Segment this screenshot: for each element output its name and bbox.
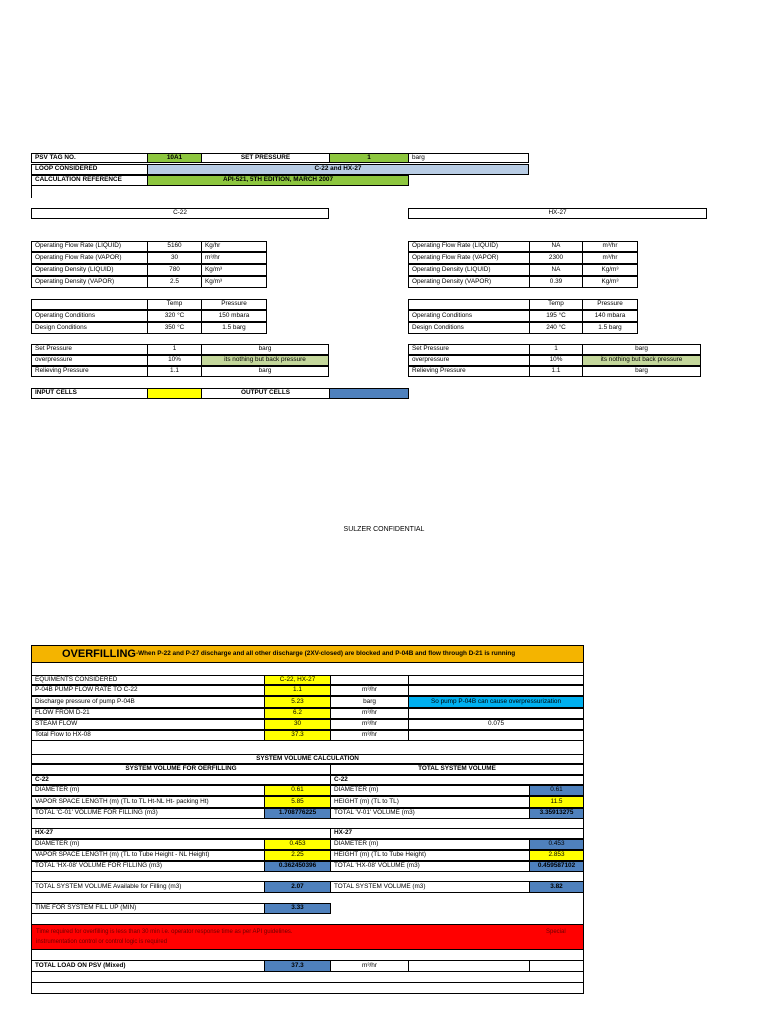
hx27-left-label: TOTAL 'HX-08' VOLUME FOR FILLING (m3) [31,861,265,872]
input-cells-swatch [147,388,202,399]
hx27-press-note: barg [582,366,701,377]
of-row-value: 37.3 [264,730,331,741]
total-load-value: 37.3 [264,960,331,972]
c22-flow-value: 30 [147,252,202,264]
of-row-unit [330,675,409,685]
fill-time-label: TIME FOR SYSTEM FILL UP (MIN) [31,903,265,914]
hx27-flow-label: Operating Flow Rate (LIQUID) [408,241,530,252]
c22-right-value: 11.5 [529,796,584,808]
c22-right-value: 3.35913275 [529,808,584,819]
hx27-cond-label: Design Conditions [408,322,530,334]
of-row-label: Total Flow to HX-08 [31,730,265,741]
hx27-flow-value: NA [529,264,583,276]
of-row-extra [408,708,584,719]
hx27-flow-value: NA [529,241,583,252]
hx27-title: HX-27 [408,208,707,219]
loop-label: LOOP CONSIDERED [31,164,148,175]
of-row-label: EQUIMENTS CONSIDERED [31,675,265,685]
hx27-press-value: 1.1 [529,366,583,377]
overfilling-subtitle: -When P-22 and P-27 discharge and all other discharge (2XV-closed) are blocked and P-04B and flow through D-21 is running [135,649,516,657]
hx27-press-label: Set Pressure [408,344,530,355]
of-row-label: STEAM FLOW [31,719,265,730]
of-row-extra: So pump P-04B can cause overpressurization [408,696,584,708]
gridline [31,186,32,198]
right-volume-title: TOTAL SYSTEM VOLUME [330,764,584,775]
hx27-left-label: DIAMETER (m) [31,839,265,850]
output-cells-label: OUTPUT CELLS [201,388,330,399]
overfilling-title-bar [31,645,584,663]
hx27-cond-label: Operating Conditions [408,310,530,322]
c22-cond-pressure: 1.5 barg [201,322,267,334]
hx27-press-label: overpressure [408,355,530,366]
of-row-value: 5.23 [264,696,331,708]
hx27-flow-unit: m³/hr [582,241,638,252]
c22-section-label-right: C-22 [330,775,584,785]
c22-press-note: its nothing but back pressure [201,355,329,366]
c22-right-value: 0.61 [529,785,584,796]
c22-press-value: 1.1 [147,366,202,377]
c22-cond-pressure: 150 mbara [201,310,267,322]
of-row-label: P-04B PUMP FLOW RATE TO C-22 [31,685,265,696]
set-pressure-unit: barg [408,153,529,163]
hx27-press-label: Relieving Pressure [408,366,530,377]
hx27-flow-unit: m³/hr [582,252,638,264]
warning-line2: instrumentation control or control logic is required [36,939,168,945]
c22-cond-temp: 320 °C [147,310,202,322]
hx27-flow-label: Operating Density (VAPOR) [408,276,530,288]
c22-flow-label: Operating Flow Rate (LIQUID) [31,241,148,252]
hx27-right-label: DIAMETER (m) [330,839,530,850]
c22-cond-label: Design Conditions [31,322,148,334]
warning-special: Special [546,929,566,935]
hx27-flow-unit: Kg/m³ [582,276,638,288]
hx27-right-value: 0.459587102 [529,861,584,872]
warning-line1: Time required for overfilling is less than 30 min i.e. operator response time as per API guidelines. [36,929,293,935]
psv-tag-label: PSV TAG NO. [31,153,148,163]
c22-flow-value: 2.5 [147,276,202,288]
c22-cond-blank [31,299,148,310]
hx27-flow-value: 2300 [529,252,583,264]
of-row-unit: barg [330,696,409,708]
c22-press-value: 10% [147,355,202,366]
c22-right-label: TOTAL 'V-01' VOLUME (m3) [330,808,530,819]
of-row-extra [408,730,584,741]
hx27-right-label: TOTAL 'HX-08' VOLUME (m3) [330,861,530,872]
hx27-cond-pressure: 140 mbara [582,310,638,322]
of-row-unit: m³/hr [330,730,409,741]
set-pressure-value: 1 [329,153,409,163]
output-cells-swatch [329,388,409,399]
c22-press-note: barg [201,344,329,355]
c22-right-label: DIAMETER (m) [330,785,530,796]
hx27-cond-pressure: 1.5 barg [582,322,638,334]
hx27-press-value: 1 [529,344,583,355]
c22-left-value: 1.708776225 [264,808,331,819]
overfilling-title: OVERFILLING [62,647,136,660]
c22-press-label: Set Pressure [31,344,148,355]
total-filling-value: 2.07 [264,881,331,893]
hx27-press-note: barg [582,344,701,355]
psv-tag-value: 10A1 [147,153,202,163]
hx27-left-value: 0.453 [264,839,331,850]
c22-flow-label: Operating Density (LIQUID) [31,264,148,276]
c22-flow-unit: Kg/hr [201,241,267,252]
hx27-flow-unit: Kg/m³ [582,264,638,276]
hx27-left-label: VAPOR SPACE LENGTH (m) (TL to Tube Height - NL Height) [31,850,265,861]
of-row-value: 6.2 [264,708,331,719]
hx27-right-value: 2.853 [529,850,584,861]
c22-flow-label: Operating Density (VAPOR) [31,276,148,288]
c22-left-label: TOTAL 'C-01' VOLUME FOR FILLING (m3) [31,808,265,819]
c22-title: C-22 [31,208,329,219]
loop-value: C-22 and HX-27 [147,164,529,175]
c22-flow-label: Operating Flow Rate (VAPOR) [31,252,148,264]
total-load-blank [529,960,584,972]
hx27-right-label: HEIGHT (m) (TL to Tube Height) [330,850,530,861]
of-row-value: 1.1 [264,685,331,696]
hx27-flow-label: Operating Density (LIQUID) [408,264,530,276]
c22-press-note: barg [201,366,329,377]
hx27-left-value: 2.25 [264,850,331,861]
of-row-unit: m³/hr [330,719,409,730]
c22-right-label: HEIGHT (m) (TL to TL) [330,796,530,808]
of-row-value: C-22, HX-27 [264,675,331,685]
hx27-cond-temp: 240 °C [529,322,583,334]
total-load-blank [408,960,530,972]
hx27-cond-temp: 195 °C [529,310,583,322]
hx27-section-label-right: HX-27 [330,828,584,839]
c22-flow-unit: Kg/m³ [201,264,267,276]
c22-left-label: DIAMETER (m) [31,785,265,796]
input-cells-label: INPUT CELLS [31,388,148,399]
c22-flow-unit: Kg/m³ [201,276,267,288]
hx27-temp-header: Temp [529,299,583,310]
total-load-unit: m³/hr [330,960,409,972]
calc-ref-label: CALCULATION REFERENCE [31,175,148,186]
fill-time-value: 3.33 [264,903,331,914]
left-volume-title: SYSTEM VOLUME FOR OERFILLING [31,764,331,775]
c22-left-label: VAPOR SPACE LENGTH (m) (TL to TL Ht-NL Ht- packing Ht) [31,796,265,808]
c22-flow-value: 780 [147,264,202,276]
hx27-flow-label: Operating Flow Rate (VAPOR) [408,252,530,264]
hx27-pressure-header: Pressure [582,299,638,310]
c22-pressure-header: Pressure [201,299,267,310]
of-row-label: Discharge pressure of pump P-04B [31,696,265,708]
of-row-extra: 0.075 [408,719,584,730]
system-volume-title: SYSTEM VOLUME CALCULATION [31,754,584,764]
blank-bottom-row [31,982,584,994]
hx27-press-value: 10% [529,355,583,366]
total-system-label: TOTAL SYSTEM VOLUME (m3) [330,881,530,893]
hx27-section-label: HX-27 [31,828,331,839]
of-row-extra [408,675,584,685]
hx27-cond-blank [408,299,530,310]
c22-left-value: 0.61 [264,785,331,796]
total-load-label: TOTAL LOAD ON PSV (Mixed) [31,960,265,972]
total-system-value: 3.82 [529,881,584,893]
c22-press-value: 1 [147,344,202,355]
of-row-value: 30 [264,719,331,730]
confidential-footer: SULZER CONFIDENTIAL [343,526,425,533]
c22-left-value: 5.85 [264,796,331,808]
c22-flow-unit: m³/hr [201,252,267,264]
hx27-flow-value: 0.39 [529,276,583,288]
c22-temp-header: Temp [147,299,202,310]
hx27-right-value: 0.453 [529,839,584,850]
of-row-unit: m³/hr [330,708,409,719]
calc-ref-value: API-521, 5TH EDITION, MARCH 2007 [147,175,409,186]
c22-press-label: overpressure [31,355,148,366]
c22-cond-label: Operating Conditions [31,310,148,322]
set-pressure-label: SET PRESSURE [201,153,330,163]
c22-press-label: Relieving Pressure [31,366,148,377]
c22-cond-temp: 350 °C [147,322,202,334]
warning-box [31,924,584,950]
hx27-press-note: its nothing but back pressure [582,355,701,366]
total-filling-label: TOTAL SYSTEM VOLUME Available for Filling (m3) [31,881,265,893]
c22-section-label: C-22 [31,775,331,785]
hx27-left-value: 0.362450396 [264,861,331,872]
of-row-label: FLOW FROM D-21 [31,708,265,719]
of-row-unit: m³/hr [330,685,409,696]
of-row-extra [408,685,584,696]
c22-flow-value: 5160 [147,241,202,252]
